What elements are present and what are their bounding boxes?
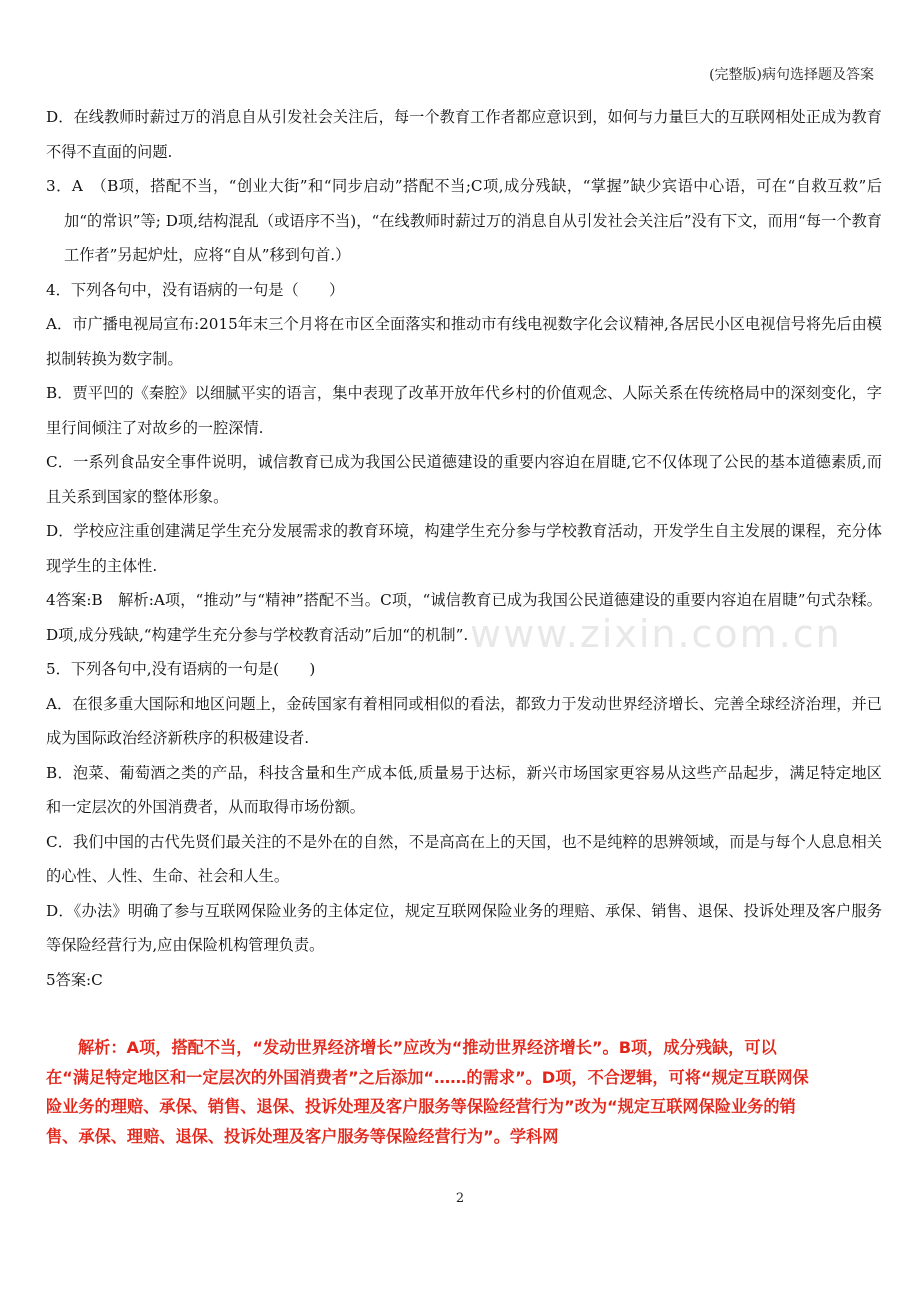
question-5-option-b: B．泡菜、葡萄酒之类的产品，科技含量和生产成本低,质量易于达标，新兴市场国家更容易从这些产品起步，满足特定地区和一定层次的外国消费者，从而取得市场份额。 xyxy=(46,763,882,816)
answer-5-analysis: 解析：A项，搭配不当，“发动世界经济增长”应改为“推动世界经济增长”。B项，成分残缺，可以在“满足特定地区和一定层次的外国消费者”之后添加“……的需求”。D项，不合逻辑，可将“规定互联网保险业务的理赔、承保、销售、退保、投诉处理及客户服务等保险经营行为”改为“规定互联网保险业务的销售、承保、理赔、退保、投诉处理及客户服务等保险经营行为”。学科网 xyxy=(46,1038,809,1146)
question-4-option-c: C．一系列食品安全事件说明，诚信教育已成为我国公民道德建设的重要内容迫在眉睫,它不仅体现了公民的基本道德素质,而且关系到国家的整体形象。 xyxy=(46,453,882,506)
question-5-option-a: A．在很多重大国际和地区问题上，金砖国家有着相同或相似的看法，都致力于发动世界经济增长、完善全球经济治理，并已成为国际政治经济新秩序的积极建设者. xyxy=(46,694,882,747)
answer-5: 5答案:C xyxy=(46,970,103,989)
document-header-title: (完整版)病句选择题及答案 xyxy=(709,67,874,83)
question-4-stem: 4．下列各句中，没有语病的一句是（ ） xyxy=(46,280,345,299)
page-number: 2 xyxy=(455,1191,465,1206)
answer-3-explanation: 3．A （B项，搭配不当，“创业大街”和“同步启动”搭配不当;C项,成分残缺，“掌握”缺少宾语中心语，可在“自救互救”后加“的常识”等; D项,结构混乱（或语序不当)，“在线教师时薪过万的消息自从引发社会关注后”没有下文，而用“每一个教育工作者”另起炉灶，应将“自从”移到句首.） xyxy=(46,177,882,264)
question-content xyxy=(46,100,882,997)
option-d-paragraph: D．在线教师时薪过万的消息自从引发社会关注后，每一个教育工作者都应意识到，如何与力量巨大的互联网相处正成为教育不得不直面的问题. xyxy=(46,108,882,161)
question-4-option-a: A．市广播电视局宣布:2015年末三个月将在市区全面落实和推动市有线电视数字化会议精神,各居民小区电视信号将先后由模拟制转换为数字制。 xyxy=(46,315,882,368)
question-5-option-c: C．我们中国的古代先贤们最关注的不是外在的自然，不是高高在上的天国，也不是纯粹的思辨领域，而是与每个人息息相关的心性、人性、生命、社会和人生。 xyxy=(46,832,882,885)
answer-4-explanation: 4答案:B 解析:A项，“推动”与“精神”搭配不当。C项，“诚信教育已成为我国公民道德建设的重要内容迫在眉睫”句式杂糅。D项,成分残缺,“构建学生充分参与学校教育活动”后加“的机制”. xyxy=(46,591,882,644)
watermark: www.zixin.com.cn xyxy=(470,612,842,656)
question-4-option-d: D．学校应注重创建满足学生充分发展需求的教育环境，构建学生充分参与学校教育活动，开发学生自主发展的课程，充分体现学生的主体性. xyxy=(46,522,882,575)
question-5-option-d: D．《办法》明确了参与互联网保险业务的主体定位，规定互联网保险业务的理赔、承保、销售、退保、投诉处理及客户服务等保险经营行为,应由保险机构管理负责。 xyxy=(46,901,882,954)
question-5-stem: 5．下列各句中,没有语病的一句是( ) xyxy=(46,660,316,678)
question-4-option-b: B．贾平凹的《秦腔》以细腻平实的语言，集中表现了改革开放年代乡村的价值观念、人际关系在传统格局中的深刻变化，字里行间倾注了对故乡的一腔深情. xyxy=(46,384,882,437)
